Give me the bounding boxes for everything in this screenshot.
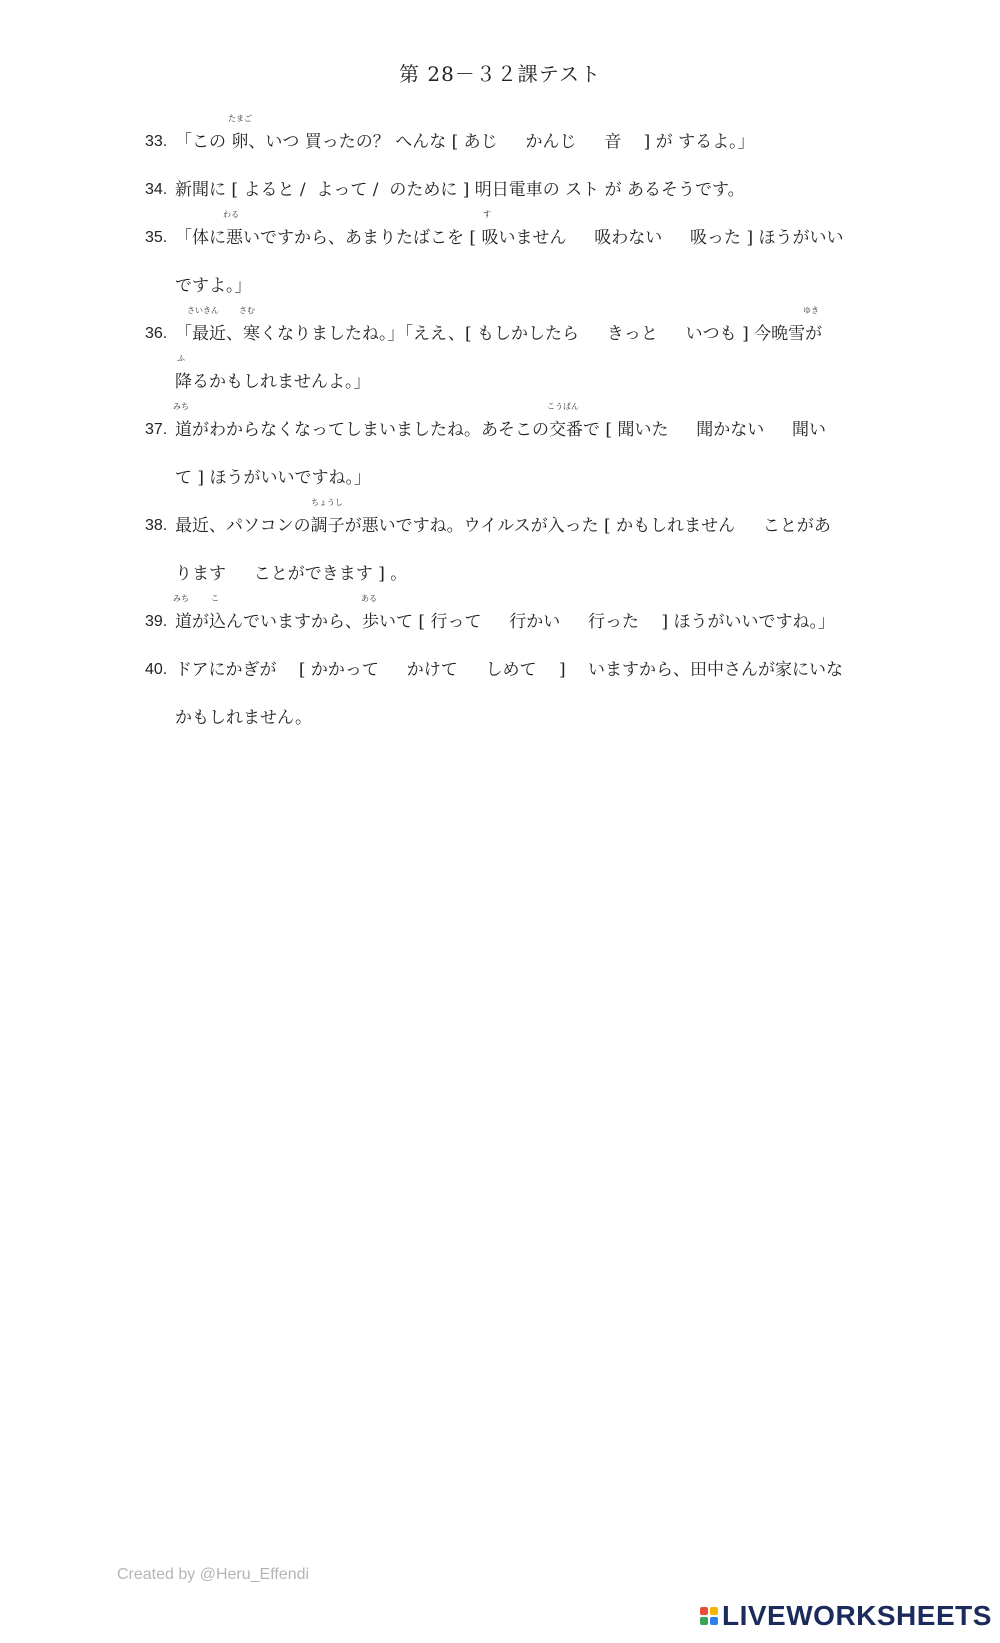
question-text[interactable]: 最近、パソコンの調子が悪いですね。ウイルスが入った [ かもしれません ことがあ ります ことができます ] 。 [175, 516, 831, 584]
question-39 [145, 594, 885, 646]
question-37 [145, 402, 885, 502]
question-number: 37. [145, 421, 168, 438]
question-text[interactable]: 「最近、寒くなりましたね。」「ええ、[ もしかしたら きっと いつも ] 今晩雪が 降るかもしれませんよ。」 [175, 324, 823, 392]
logo-square [710, 1617, 718, 1625]
question-number: 40. [145, 661, 168, 678]
question-number: 38. [145, 517, 168, 534]
question-text[interactable]: 道が込んでいますから、歩いて [ 行って 行かい 行った ] ほうがいいですね。」 [175, 612, 835, 632]
question-text[interactable]: 「体に悪いですから、あまりたばこを [ 吸いません 吸わない 吸った ] ほうがいい ですよ。」 [175, 228, 844, 296]
logo-square [700, 1607, 708, 1615]
logo-square [700, 1617, 708, 1625]
brand-logo[interactable] [700, 1598, 992, 1634]
question-text[interactable]: ドアにかぎが [ かかって かけて しめて ] いますから、田中さんが家にいな かもしれません。 [175, 660, 843, 728]
logo-square [710, 1607, 718, 1615]
furigana: ちょうし [311, 498, 343, 507]
question-text[interactable]: 新聞に [ よると / よって / のために ] 明日電車の スト が あるそうです。 [175, 180, 745, 200]
question-36 [145, 306, 885, 406]
page-title: 第 28－３２課テスト [398, 62, 601, 86]
question-text[interactable]: 「この 卵、いつ 買ったの？ へんな [ あじ かんじ 音 ] が するよ。」 [175, 132, 755, 152]
liveworksheets-logo-icon [700, 1607, 718, 1625]
question-number: 35. [145, 229, 168, 246]
question-number: 33. [145, 133, 168, 150]
question-list [145, 114, 885, 742]
credit-text: Created by @Heru_Effendi [117, 1566, 310, 1583]
furigana: ふ [177, 354, 185, 363]
brand-name: LIVEWORKSHEETS [722, 1600, 992, 1631]
question-38 [145, 498, 885, 598]
furigana: ある [361, 594, 377, 603]
furigana: さいきん [187, 306, 219, 315]
question-35 [145, 210, 885, 310]
question-number: 39. [145, 613, 168, 630]
furigana: わる [223, 210, 239, 219]
question-33 [145, 114, 885, 166]
furigana: みち [173, 594, 189, 603]
question-number: 36. [145, 325, 168, 342]
furigana: こ [211, 594, 219, 603]
furigana: さむ [239, 306, 255, 315]
furigana: こうばん [547, 402, 579, 411]
furigana: みち [173, 402, 189, 411]
question-40 [145, 646, 885, 742]
question-34 [145, 166, 885, 214]
furigana: す [483, 210, 491, 219]
question-number: 34. [145, 181, 168, 198]
question-text[interactable]: 道がわからなくなってしまいましたね。あそこの交番で [ 聞いた 聞かない 聞い て ] ほうがいいですね。」 [175, 420, 827, 488]
furigana: ゆき [803, 306, 819, 315]
furigana: たまご [228, 114, 252, 123]
